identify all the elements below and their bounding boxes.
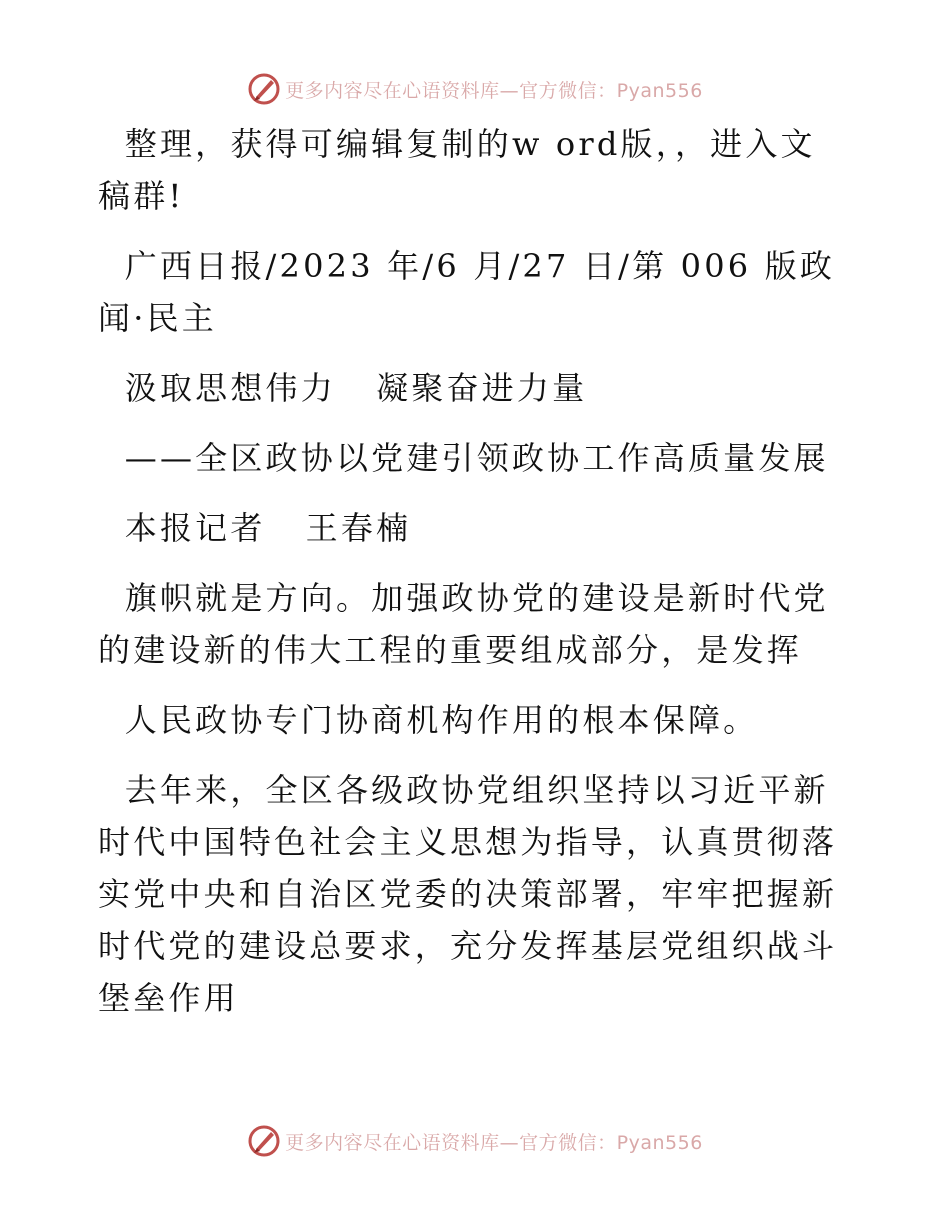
paragraph-source: 广西日报/2023 年/6 月/27 日/第 006 版政闻·民主	[98, 247, 836, 337]
article-byline: 本报记者 王春楠	[98, 509, 412, 547]
quill-logo-icon	[247, 72, 281, 106]
quill-logo-icon	[247, 1124, 281, 1158]
paragraph-body-3: 去年来，全区各级政协党组织坚持以习近平新时代中国特色社会主义思想为指导，认真贯彻落实党中央和自治区党委的决策部署，牢牢把握新时代党的建设总要求，充分发挥基层党组织战斗堡垒作用	[98, 771, 838, 1017]
article-subtitle: ——全区政协以党建引领政协工作高质量发展	[98, 439, 829, 477]
watermark-text: 更多内容尽在心语资料库—官方微信：Pyan556	[285, 79, 703, 102]
paragraph-body-1: 旗帜就是方向。加强政协党的建设是新时代党的建设新的伟大工程的重要组成部分，是发挥	[98, 579, 829, 669]
document-body	[98, 118, 850, 1024]
article-title: 汲取思想伟力 凝聚奋进力量	[98, 369, 588, 407]
footer-watermark	[0, 1124, 950, 1158]
watermark-text: 更多内容尽在心语资料库—官方微信：Pyan556	[285, 1131, 703, 1154]
header-watermark	[0, 72, 950, 106]
paragraph-body-2: 人民政协专门协商机构作用的根本保障。	[98, 701, 759, 739]
paragraph-intro: 整理，获得可编辑复制的w ord版，，进入文稿群!	[98, 125, 816, 215]
